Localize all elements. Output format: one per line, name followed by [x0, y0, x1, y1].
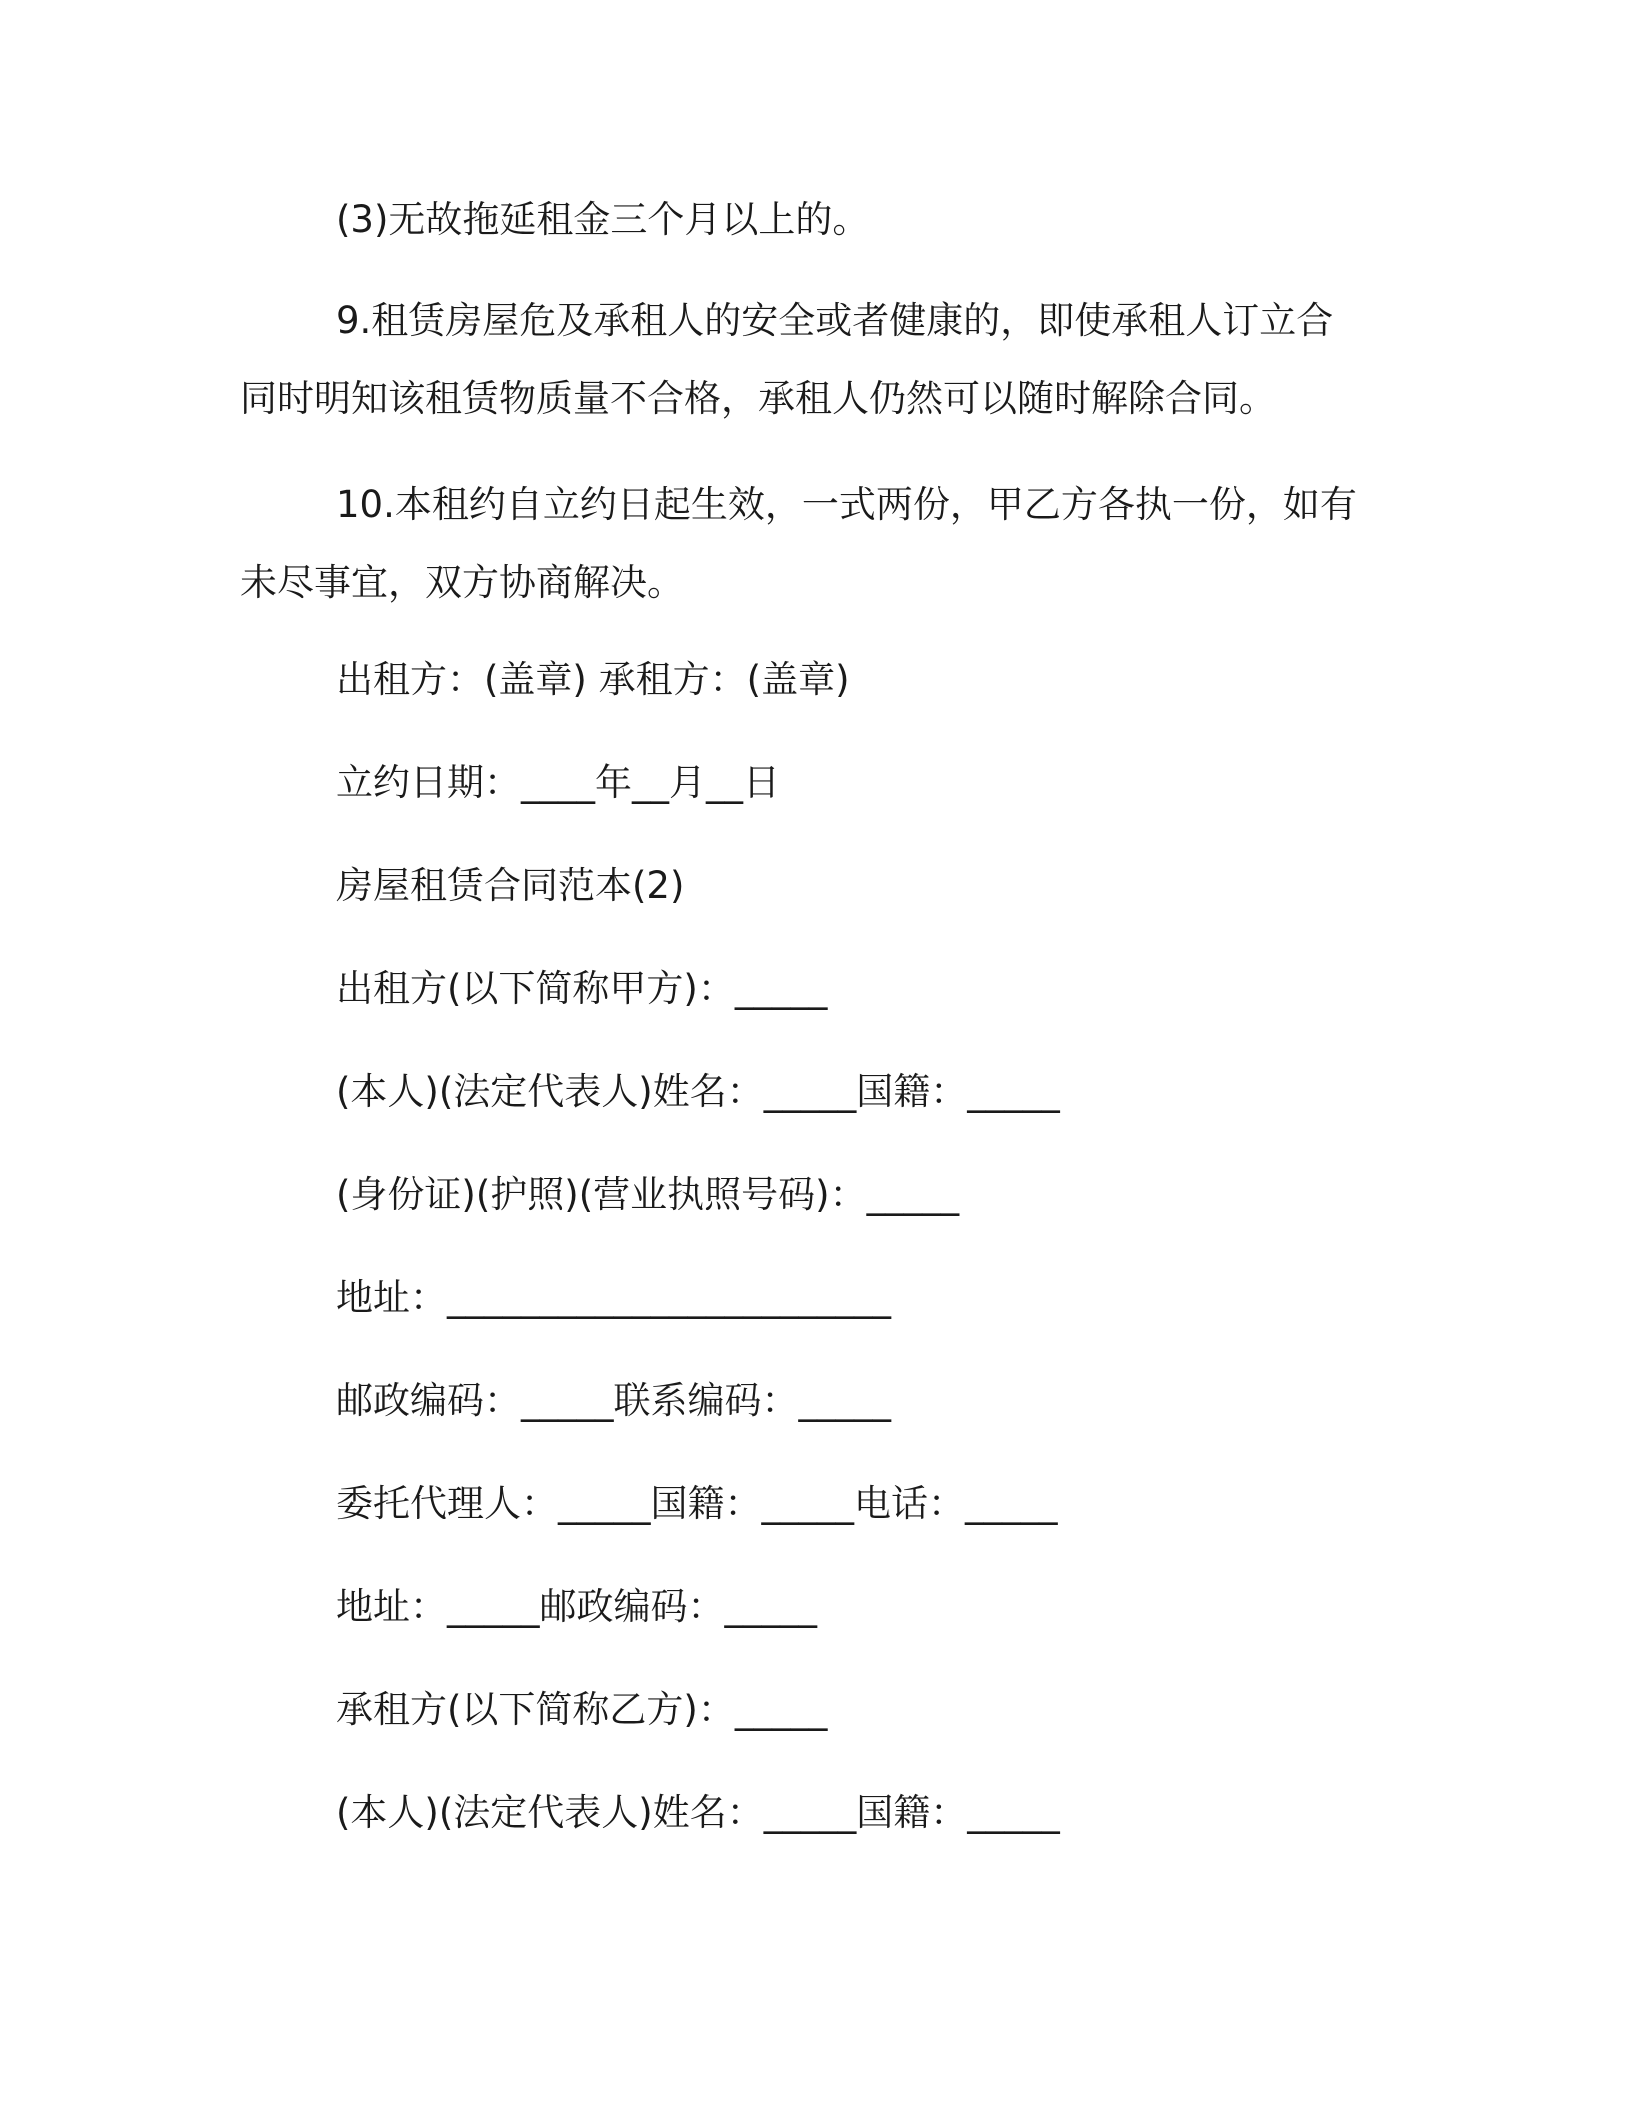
lessee-name-nationality: (本人)(法定代表人)姓名：_____国籍：_____: [336, 1791, 1060, 1834]
clause-10: 10.本租约自立约日起生效，一式两份，甲乙方各执一份，如有未尽事宜，双方协商解决。: [240, 483, 1357, 604]
clause-9: 9.租赁房屋危及承租人的安全或者健康的，即使承租人订立合同时明知该租赁物质量不合格，承租人仍然可以随时解除合同。: [240, 299, 1334, 420]
clause-3: (3)无故拖延租金三个月以上的。: [336, 198, 870, 241]
lessor-postal-contact: 邮政编码：_____联系编码：_____: [336, 1379, 891, 1422]
agent-address-postal: 地址：_____邮政编码：_____: [336, 1585, 817, 1628]
date-line: 立约日期：____年__月__日: [336, 761, 780, 804]
agent-line: 委托代理人：_____国籍：_____电话：_____: [336, 1482, 1058, 1525]
lessor-id-number: (身份证)(护照)(营业执照号码)：_____: [336, 1173, 960, 1216]
lessor-address: 地址：________________________: [336, 1276, 891, 1319]
lessor-name-nationality: (本人)(法定代表人)姓名：_____国籍：_____: [336, 1070, 1060, 1113]
lessee-field: 承租方(以下简称乙方)：_____: [336, 1688, 828, 1731]
contract-title-2: 房屋租赁合同范本(2): [336, 864, 685, 907]
lessor-field: 出租方(以下简称甲方)：_____: [336, 967, 828, 1010]
signature-line: 出租方：(盖章) 承租方：(盖章): [336, 658, 850, 701]
